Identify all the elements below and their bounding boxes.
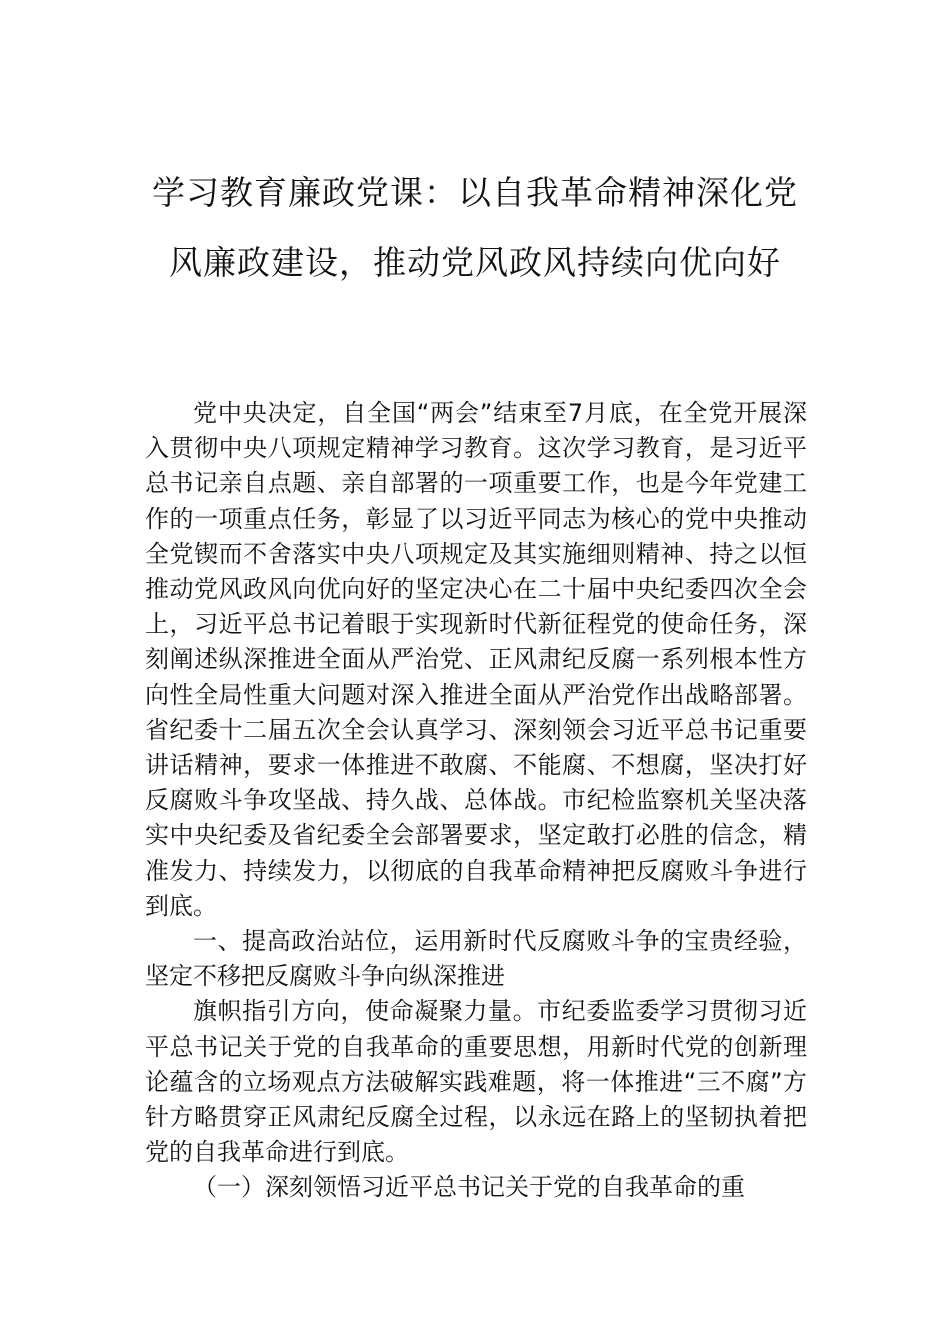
document-body [145, 396, 807, 1206]
document-title: 学习教育廉政党课：以自我革命精神深化党风廉政建设，推动党风政风持续向优向好 [152, 173, 798, 282]
section-heading-1: 一、提高政治站位，运用新时代反腐败斗争的宝贵经验，坚定不移把反腐败斗争向纵深推进 [145, 927, 807, 991]
paragraph-section-1: 旗帜指引方向，使命凝聚力量。市纪委监委学习贯彻习近平总书记关于党的自我革命的重要思想，用新时代党的创新理论蕴含的立场观点方法破解实践难题，将一体推进“三不腐”方针方略贯穿正风肃纪反腐全过程，以永远在路上的坚韧执着把党的自我革命进行到底。 [145, 997, 807, 1167]
subsection-heading-1: （一）深刻领悟习近平总书记关于党的自我革命的重 [193, 1173, 745, 1202]
paragraph-intro: 党中央决定，自全国“两会”结束至7月底，在全党开展深入贯彻中央八项规定精神学习教育。这次学习教育，是习近平总书记亲自点题、亲自部署的一项重要工作，也是今年党建工作的一项重点任务，彰显了以习近平同志为核心的党中央推动全党锲而不舍落实中央八项规定及其实施细则精神、持之以恒推动党风政风向优向好的坚定决心在二十届中央纪委四次全会上，习近平总书记着眼于实现新时代新征程党的使命任务，深刻阐述纵深推进全面从严治党、正风肃纪反腐一系列根本性方向性全局性重大问题对深入推进全面从严治党作出战略部署。省纪委十二届五次全会认真学习、深刻领会习近平总书记重要讲话精神，要求一体推进不敢腐、不能腐、不想腐，坚决打好反腐败斗争攻坚战、持久战、总体战。市纪检监察机关坚决落实中央纪委及省纪委全会部署要求，坚定敢打必胜的信念，精准发力、持续发力，以彻底的自我革命精神把反腐败斗争进行到底。 [145, 399, 807, 920]
